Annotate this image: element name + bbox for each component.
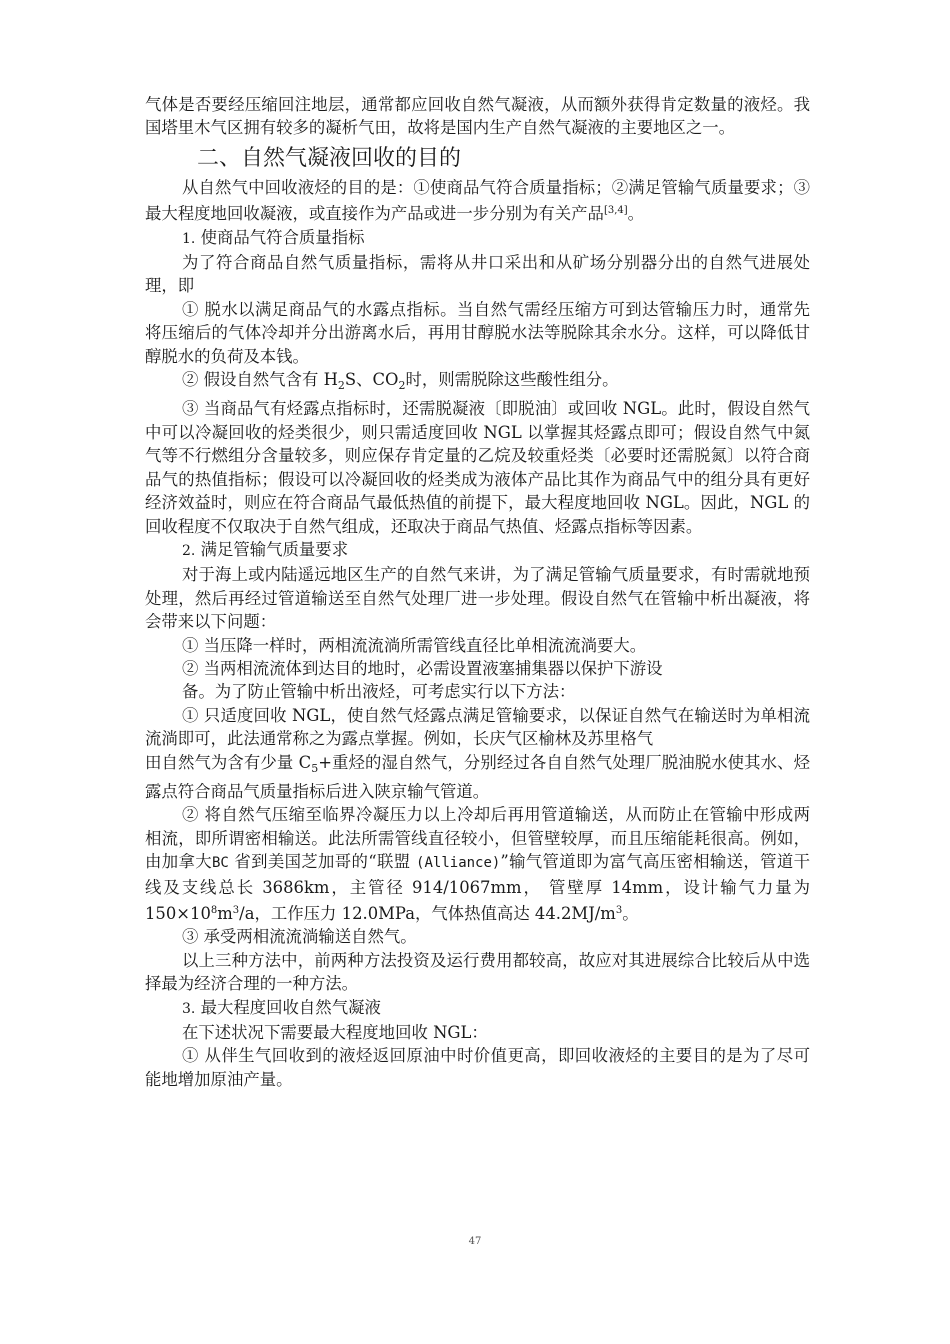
- method-2-a: ② 将自然气压缩至临界冷凝压力以上冷却后再用管道输送，从而防止在管输中形成两相流，即所谓密相输送。此法所需管线直径较小，但管壁较厚，而且压缩能耗很高。例如，由加拿大: [145, 805, 810, 872]
- bc-label: BC: [211, 855, 229, 872]
- purpose-end: 。: [627, 204, 645, 224]
- co2-subscript: 2: [398, 379, 406, 393]
- unit-m: m: [217, 904, 233, 923]
- subsection-1-number: 1.: [182, 230, 196, 247]
- method-2-e-end: 。: [622, 904, 639, 923]
- item-slug-catcher: ② 当两相流流体到达目的地时，必需设置液塞捕集器以保护下游设: [182, 658, 663, 678]
- item-acid-gas: [145, 368, 810, 397]
- h2s-co2: S、CO: [344, 370, 399, 390]
- method-1-continuation: [145, 751, 810, 804]
- comparison-paragraph: 以上三种方法中，前两种方法投资及运行费用都较高，故应对其进展综合比较后从中选择最为经济合理的一种方法。: [145, 950, 810, 994]
- subsection-1-heading: [145, 226, 810, 251]
- method-2-d-end: /a，工作压力: [239, 904, 337, 923]
- subsection-3-paragraph: 在下述状况下需要最大程度地回收 NGL：: [182, 1023, 488, 1043]
- subsection-1-paragraph: 为了符合商品自然气质量指标，需将从井口采出和从矿场分别器分出的自然气进展处理，即: [145, 253, 810, 296]
- method-2-c: ”输气管道即为富气高压密相输送，管道干线及支线总长 3686km，主管径: [145, 852, 810, 897]
- subsection-2-title: 满足管输气质量要求: [200, 539, 349, 559]
- subsection-1-title: 使商品气符合质量指标: [200, 227, 365, 247]
- item-pressure-drop: ① 当压降一样时，两相流流淌所需管线直径比单相流流淌要大。: [182, 635, 647, 655]
- power-8: 8: [210, 905, 218, 916]
- item-dehydration: ① 脱水以满足商品气的水露点指标。当自然气需经压缩方可到达管输压力时，通常先将压缩后的气体冷却并分出游离水后，再用甘醇脱水法等脱除其余水分。这样，可以降低甘醇脱水的负荷及本钱。: [145, 299, 810, 366]
- method-2-e: 12.0MPa，气体热值高达 44.2MJ/m: [341, 904, 616, 923]
- body-text: [145, 93, 810, 1091]
- method-2-b: 省到美国芝加哥的“联盟: [234, 852, 411, 872]
- section-heading: 二、自然气凝液回收的目的: [197, 145, 462, 171]
- method-1-pre: 田自然气为含有少量: [145, 752, 294, 772]
- item-slug-catcher-cont: 备。为了防止管输中析出液烃，可考虑实行以下方法：: [182, 682, 576, 702]
- item-method-2: [145, 803, 810, 925]
- subsection-2-number: 2.: [182, 542, 196, 559]
- method-1-post: +重烃的湿自然气，分别经过各自自然气处理厂脱油脱水使其水、烃露点符合商品气质量指标后进入陕京输气管道。: [145, 752, 810, 801]
- h2s-h: H: [323, 370, 338, 390]
- power-3: 3: [232, 905, 240, 916]
- citation-marker: [3,4]: [603, 205, 628, 217]
- purpose-text: 从自然气中回收液烃的目的是：①使商品气符合质量指标；②满足管输气质量要求；③最大程度地回收凝液，或直接作为产品或进一步分别为有关产品: [145, 177, 810, 224]
- power-3-heat: 3: [615, 905, 623, 916]
- intro-paragraph: 气体是否要经压缩回注地层，通常都应回收自然气凝液，从而额外获得肯定数量的液烃。我国塔里木气区拥有较多的凝析气田，故将是国内生产自然气凝液的主要地区之一。: [145, 95, 810, 138]
- c5-subscript: 5: [311, 761, 319, 775]
- acid-gas-post: 时，则需脱除这些酸性组分。: [405, 370, 619, 390]
- h2s-subscript: 2: [337, 379, 345, 393]
- page-number: 47: [468, 1236, 482, 1247]
- subsection-2-heading: [145, 538, 810, 563]
- subsection-3-heading: [145, 996, 810, 1021]
- alliance-label: (Alliance): [416, 855, 501, 872]
- item-associated-gas: ① 从伴生气回收到的液烃返回原油中时价值更高，即回收液烃的主要目的是为了尽可能地增加原油产量。: [145, 1046, 810, 1089]
- c5-c: C: [298, 752, 312, 772]
- method-2-d: 914/1067mm， 管壁厚 14mm，设计输气力量为 150×10: [145, 877, 810, 923]
- item-method-1: ① 只适度回收 NGL，使自然气烃露点满足管输要求，以保证自然气在输送时为单相流流淌即可，此法通常称之为露点掌握。例如，长庆气区榆林及苏里格气: [145, 705, 810, 749]
- item-dewpoint: ③ 当商品气有烃露点指标时，还需脱凝液〔即脱油〕或回收 NGL。此时，假设自然气中可以冷凝回收的烃类很少，则只需适度回收 NGL 以掌握其烃露点即可；假设自然气中氮气等不行燃组分含量较多，则应保存肯定量的乙烷及较重烃类〔必要时还需脱氮〕以符合商品气的热值指标；假设可以冷凝回收的烃类成为液体产品比其作为商品气中的组分具有更好经济效益时，则应在符合商品气最低热值的前提下，最大程度地回收 NGL。因此，NGL 的回收程度不仅取决于自然气组成，还取决于商品气热值、烃露点指标等因素。: [145, 399, 810, 536]
- subsection-3-title: 最大程度回收自然气凝液: [200, 997, 381, 1017]
- item-method-3: ③ 承受两相流流淌输送自然气。: [182, 927, 417, 947]
- acid-gas-pre: ② 假设自然气含有: [182, 370, 319, 390]
- subsection-3-number: 3.: [182, 1000, 196, 1017]
- subsection-2-paragraph: 对于海上或内陆遥远地区生产的自然气来讲，为了满足管输气质量要求，有时需就地预处理，然后再经过管道输送至自然气处理厂进一步处理。假设自然气在管输中析出凝液，将会带来以下问题：: [145, 565, 810, 632]
- purpose-paragraph: [145, 176, 810, 226]
